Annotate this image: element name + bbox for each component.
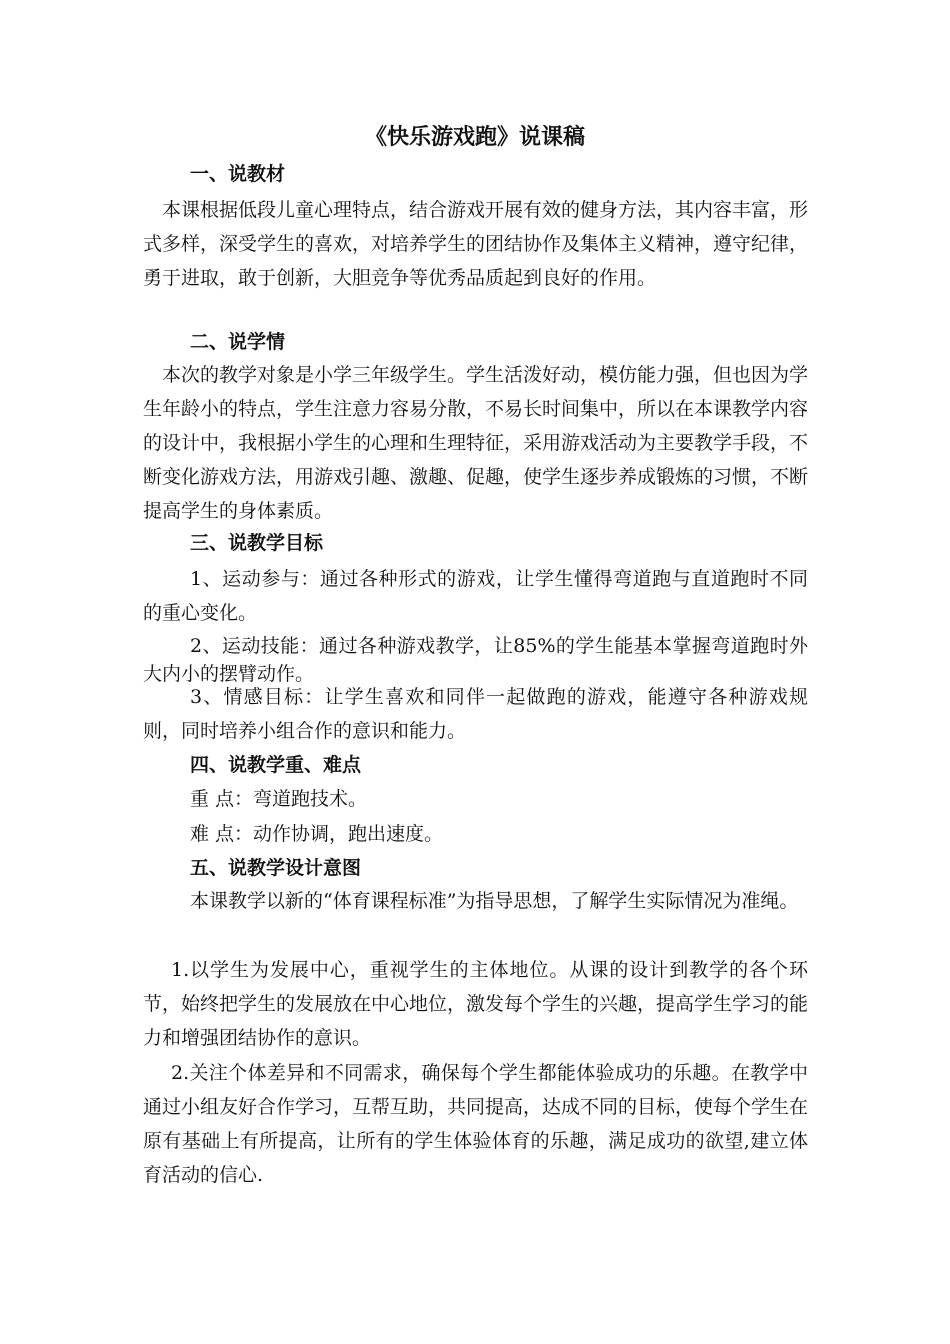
objective-item: 1、运动参与：通过各种形式的游戏，让学生懂得弯道跑与直道跑时不同的重心变化。 xyxy=(143,568,808,624)
design-point-item: 2.关注个体差异和不同需求，确保每个学生都能体验成功的乐趣。在教学中通过小组友好合作学习，互帮互助，共同提高，达成不同的目标，使每个学生在原有基础上有所提高，让所有的学生体验体育的乐趣，满足成功的欲望,建立体育活动的信心. xyxy=(143,1062,809,1186)
objective-item: 3、情感目标：让学生喜欢和同伴一起做跑的游戏，能遵守各种游戏规则，同时培养小组合作的意识和能力。 xyxy=(143,686,808,742)
section-heading-teaching-objectives: 三、说教学目标 xyxy=(190,532,324,554)
section-paragraph: 本课根据低段儿童心理特点，结合游戏开展有效的健身方法，其内容丰富，形式多样，深受学生的喜欢，对培养学生的团结协作及集体主义精神，遵守纪律，勇于进取，敢于创新，大胆竞争等优秀品质起到良好的作用。 xyxy=(143,199,809,289)
section-paragraph: 本课教学以新的“体育课程标准”为指导思想，了解学生实际情况为准绳。 xyxy=(190,890,799,912)
section-heading-key-points: 四、说教学重、难点 xyxy=(190,754,362,776)
section-paragraph: 本次的教学对象是小学三年级学生。学生活泼好动，模仿能力强，但也因为学生年龄小的特点，学生注意力容易分散，不易长时间集中，所以在本课教学内容的设计中，我根据小学生的心理和生理特征，采用游戏活动为主要教学手段，不断变化游戏方法，用游戏引趣、激趣、促趣，使学生逐步养成锻炼的习惯，不断提高学生的身体素质。 xyxy=(143,364,809,522)
key-point-line: 重 点：弯道跑技术。 xyxy=(190,788,368,810)
design-point-item: 1.以学生为发展中心，重视学生的主体地位。从课的设计到教学的各个环节，始终把学生的发展放在中心地位，激发每个学生的兴趣，提高学生学习的能力和增强团结协作的意识。 xyxy=(143,959,809,1049)
objective-item: 2、运动技能：通过各种游戏教学，让85%的学生能基本掌握弯道跑时外大内小的摆臂动作。 xyxy=(143,635,808,685)
section-heading-teaching-material: 一、说教材 xyxy=(190,163,286,185)
section-heading-design-intent: 五、说教学设计意图 xyxy=(190,857,362,879)
difficult-point-line: 难 点：动作协调，跑出速度。 xyxy=(190,823,444,845)
section-heading-student-analysis: 二、说学情 xyxy=(190,331,286,353)
document-title: 《快乐游戏跑》说课稿 xyxy=(364,124,585,150)
